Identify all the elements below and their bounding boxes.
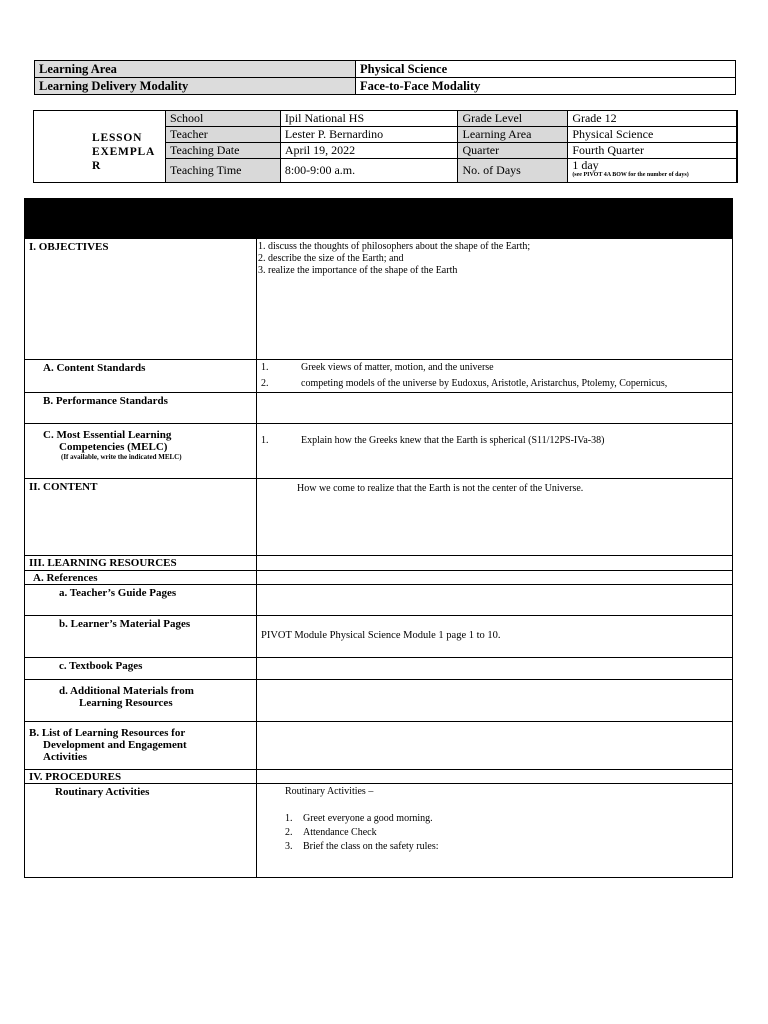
procedures-value [257, 770, 733, 784]
references-label: A. References [25, 571, 257, 585]
days-value [568, 159, 738, 183]
days-label: No. of Days [458, 159, 568, 183]
content-label: II. CONTENT [25, 479, 257, 556]
info-row-school [166, 111, 738, 127]
learning-area-value: Physical Science [356, 61, 736, 78]
school-label: School [166, 111, 281, 127]
content-standards-list [257, 360, 733, 393]
objectives-list [257, 239, 733, 360]
content-standards-label: A. Content Standards [25, 360, 257, 393]
additional-materials-label: d. Additional Materials from Learning Resources [25, 680, 257, 722]
learners-material-row [25, 616, 733, 658]
teachers-guide-label: a. Teacher’s Guide Pages [25, 585, 257, 616]
lesson-exemplar-label: LESSON EXEMPLA R [92, 132, 155, 172]
content-value: How we come to realize that the Earth is not the center of the Universe. [257, 479, 733, 556]
melc-note: (If available, write the indicated MELC) [61, 453, 182, 461]
grade-level-label: Grade Level [458, 111, 568, 127]
content-row [25, 479, 733, 556]
routinary-item: 1. Greet everyone a good morning. [285, 813, 433, 824]
learning-area-row [35, 61, 736, 78]
lesson-plan-table [24, 198, 733, 878]
teacher-value: Lester P. Bernardino [280, 127, 458, 143]
additional-materials-value [257, 680, 733, 722]
delivery-modality-value: Face-to-Face Modality [356, 78, 736, 95]
teachers-guide-value [257, 585, 733, 616]
procedures-label: IV. PROCEDURES [25, 770, 257, 784]
performance-standards-label: B. Performance Standards [25, 393, 257, 424]
references-row [25, 571, 733, 585]
objectives-label: I. OBJECTIVES [25, 239, 257, 360]
learners-material-label: b. Learner’s Material Pages [25, 616, 257, 658]
list-resources-label: B. List of Learning Resources for Development and Engagement Activities [25, 722, 257, 770]
list-resources-row [25, 722, 733, 770]
melc-value: 1. Explain how the Greeks knew that the Earth is spherical (S11/12PS-IVa-38) [257, 424, 733, 479]
school-value: Ipil National HS [280, 111, 458, 127]
teaching-date-value: April 19, 2022 [280, 143, 458, 159]
procedures-row [25, 770, 733, 784]
routinary-row [25, 784, 733, 878]
textbook-value [257, 658, 733, 680]
routinary-title: Routinary Activities – [285, 786, 374, 797]
quarter-value: Fourth Quarter [568, 143, 738, 159]
melc-row [25, 424, 733, 479]
routinary-item: 3. Brief the class on the safety rules: [285, 841, 439, 852]
content-standards-row [25, 360, 733, 393]
teachers-guide-row [25, 585, 733, 616]
learning-resources-label: III. LEARNING RESOURCES [25, 556, 257, 571]
objective-item: 2. describe the size of the Earth; and [258, 253, 404, 264]
routinary-activities [257, 784, 733, 878]
objectives-row [25, 239, 733, 360]
days-note: (see PIVOT 4A BOW for the number of days) [572, 172, 689, 178]
list-resources-value [257, 722, 733, 770]
header-cell-right [257, 199, 733, 239]
teaching-date-label: Teaching Date [166, 143, 281, 159]
performance-standards-value [257, 393, 733, 424]
learning-resources-row [25, 556, 733, 571]
textbook-row [25, 658, 733, 680]
routinary-item: 2. Attendance Check [285, 827, 377, 838]
lesson-info-table [165, 110, 738, 183]
lesson-header [33, 110, 737, 183]
routinary-label: Routinary Activities [25, 784, 257, 878]
learners-material-value: PIVOT Module Physical Science Module 1 page 1 to 10. [257, 616, 733, 658]
delivery-modality-label: Learning Delivery Modality [35, 78, 356, 95]
learning-resources-value [257, 556, 733, 571]
teaching-time-label: Teaching Time [166, 159, 281, 183]
days-count: 1 day [572, 158, 599, 172]
objective-item: 3. realize the importance of the shape of the Earth [258, 265, 458, 276]
info-learning-area-value: Physical Science [568, 127, 738, 143]
header-cell-left [25, 199, 257, 239]
table-header-row [25, 199, 733, 239]
info-row-time [166, 159, 738, 183]
grade-level-value: Grade 12 [568, 111, 738, 127]
melc-label: C. Most Essential Learning Competencies (MELC) (If available, write the indicated MELC) [25, 424, 257, 479]
teacher-label: Teacher [166, 127, 281, 143]
learning-area-table [34, 60, 736, 95]
learning-area-label: Learning Area [35, 61, 356, 78]
teaching-time-value: 8:00-9:00 a.m. [280, 159, 458, 183]
objective-item: 1. discuss the thoughts of philosophers about the shape of the Earth; [258, 241, 531, 252]
textbook-label: c. Textbook Pages [25, 658, 257, 680]
content-standard-item: 1. Greek views of matter, motion, and the universe [261, 362, 494, 373]
quarter-label: Quarter [458, 143, 568, 159]
delivery-modality-row [35, 78, 736, 95]
info-row-teacher [166, 127, 738, 143]
performance-standards-row [25, 393, 733, 424]
additional-materials-row [25, 680, 733, 722]
references-value [257, 571, 733, 585]
content-standard-item: 2. competing models of the universe by Eudoxus, Aristotle, Aristarchus, Ptolemy, Copernicus, [261, 378, 668, 389]
info-learning-area-label: Learning Area [458, 127, 568, 143]
info-row-date [166, 143, 738, 159]
